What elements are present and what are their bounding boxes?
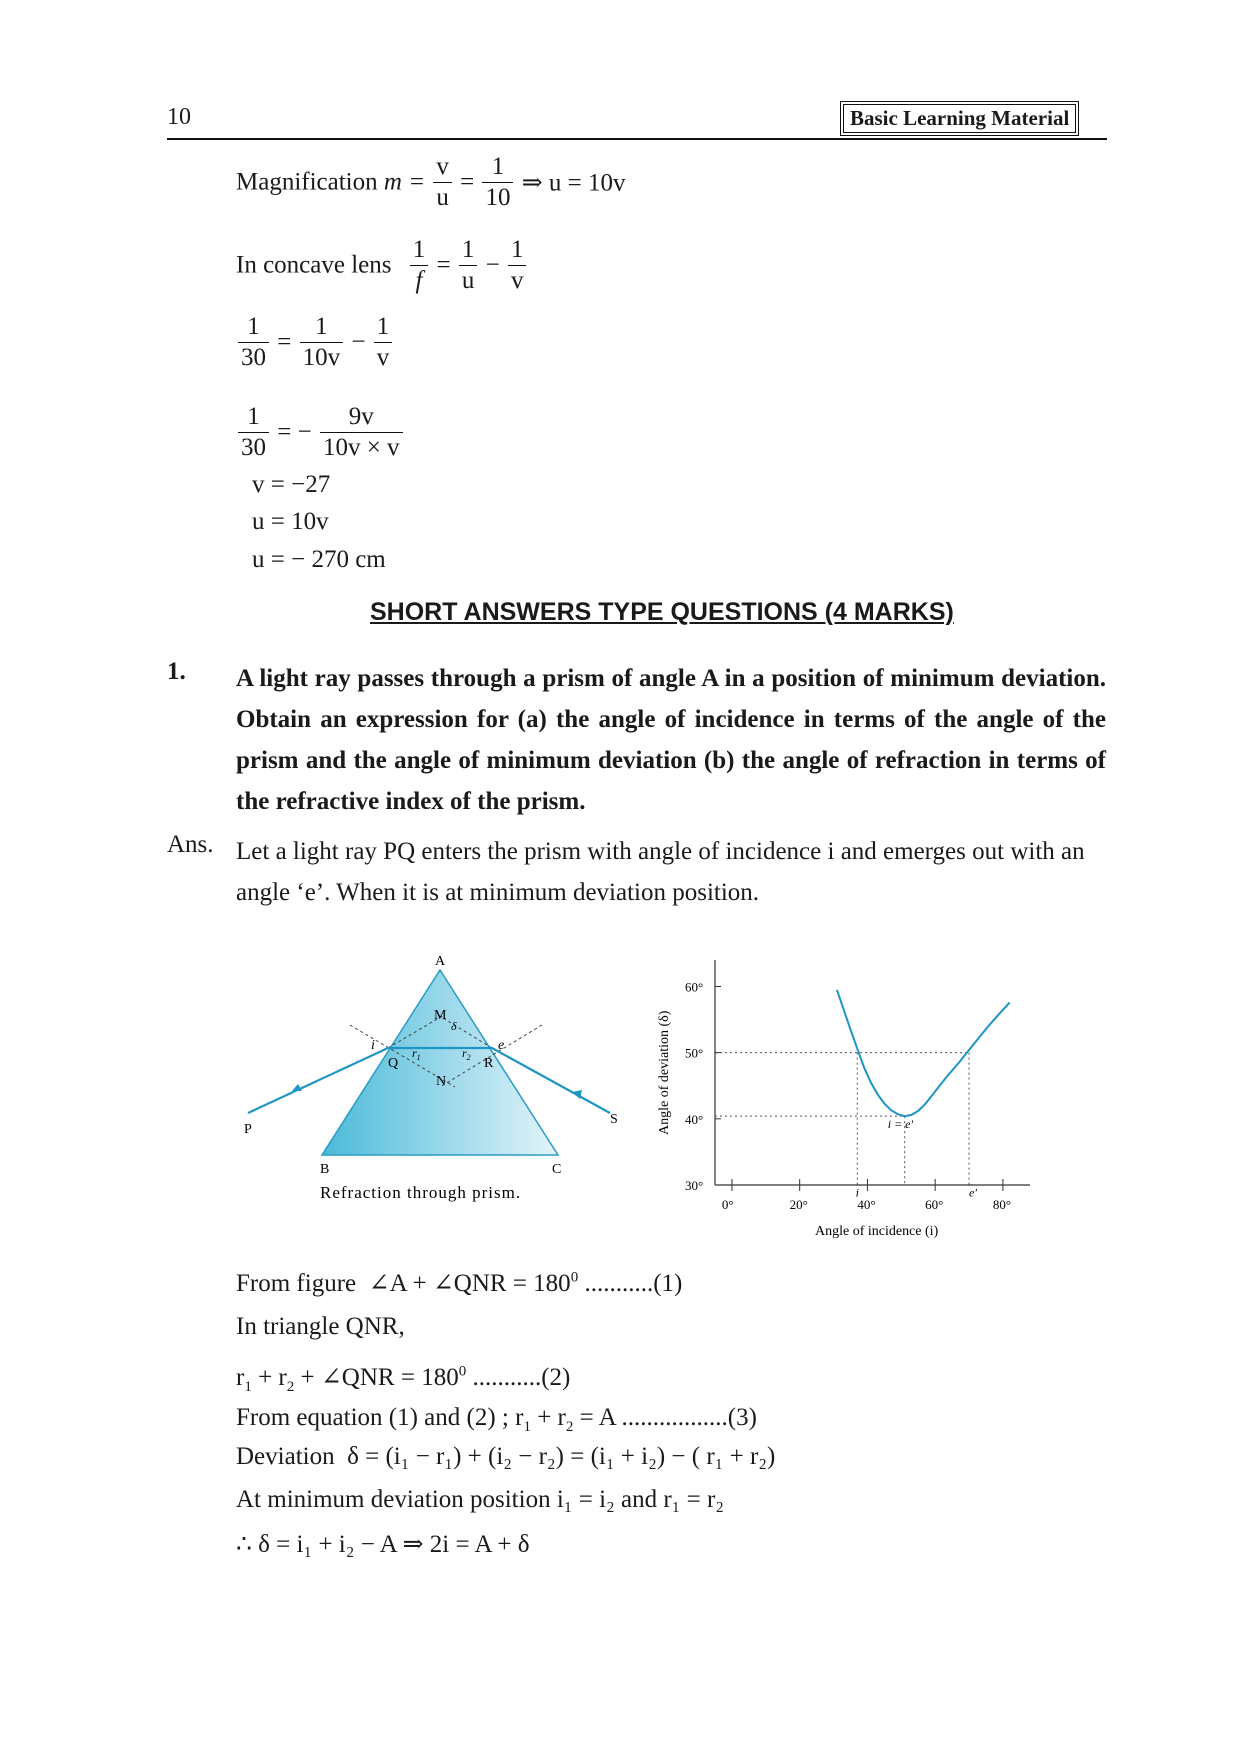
min-deviation-line: At minimum deviation position i₁ = i₂ and r₁ = r₂ [236, 1486, 725, 1513]
label-S: S [610, 1112, 618, 1127]
magnification-label: Magnification [236, 168, 378, 196]
x-ticks [722, 1179, 1011, 1212]
in-triangle-line: In triangle QNR, [236, 1313, 405, 1340]
label-R: R [484, 1056, 494, 1071]
label-P: P [244, 1122, 252, 1137]
section-heading: SHORT ANSWERS TYPE QUESTIONS (4 MARKS) [370, 598, 954, 626]
deviation-chart [650, 935, 1040, 1245]
chart-annotation: i = e′ [887, 1117, 914, 1132]
y-axis-label: Angle of deviation (δ) [657, 1010, 672, 1135]
label-Q: Q [388, 1056, 399, 1071]
x-tick-label: 20° [789, 1197, 808, 1212]
chart-annotation: e′ [969, 1185, 977, 1200]
y-tick-label: 50° [685, 1045, 704, 1061]
result-u: u = 10v [252, 508, 329, 535]
result-u2: u = − 270 cm [252, 546, 386, 573]
deviation-curve [837, 990, 1010, 1116]
answer-text: Let a light ray PQ enters the prism with angle of incidence i and emerges out with an angle ‘e’. When it is at minimum deviation position. [236, 838, 1085, 906]
label-delta: δ [451, 1019, 457, 1033]
label-M: M [434, 1008, 447, 1023]
equation-line-2: $\frac{1}{30}$ = − $\frac{9v}{10v \times v}$ [236, 402, 405, 463]
answer-label: Ans. [167, 831, 214, 858]
eq2-line: $r_1 + r_2$ + ∠QNR = $180^0$ ...........(2) [236, 1363, 571, 1395]
label-r1: $r_1$ [412, 1046, 421, 1062]
equation-line-1: $\frac{1}{30}$ = $\frac{1}{10v}$ − $\frac{1}{v}$ [236, 312, 394, 373]
fraction-v-over-u: $\frac{v}{u}$ [433, 152, 452, 213]
page-number: 10 [167, 104, 191, 130]
x-tick-label: 0° [721, 1197, 734, 1212]
book-title: Basic Learning Material [843, 104, 1076, 133]
x-tick-label: 40° [857, 1197, 876, 1212]
chart-annotation: i [855, 1185, 859, 1200]
prism-caption: Refraction through prism. [320, 1183, 522, 1202]
label-i: i [371, 1038, 375, 1053]
label-N: N [436, 1074, 447, 1089]
therefore-line: ∴ δ = i₁ + i₂ − A ⇒ 2i = A + δ [236, 1531, 530, 1558]
eq3-line: From equation (1) and (2) ; $r_1 + r_2 = A$ .................(3) [236, 1404, 757, 1435]
x-axis-label: Angle of incidence (i) [815, 1224, 939, 1239]
magnification-line: Magnification m = $\frac{v}{u}$ = $\frac{1}{10}$ ⇒ u = 10v [236, 153, 626, 211]
concave-label: In concave lens [236, 251, 392, 279]
fraction-1-over-10: $\frac{1}{10}$ [482, 152, 513, 213]
y-tick-label: 30° [685, 1178, 704, 1193]
label-r2: $r_2$ [462, 1046, 471, 1062]
reference-lines [715, 1053, 969, 1185]
y-tick-label: 40° [685, 1111, 704, 1127]
question-number: 1. [167, 658, 186, 685]
x-tick-label: 60° [925, 1197, 944, 1212]
label-e: e [498, 1038, 505, 1053]
question-text: A light ray passes through a prism of angle A in a position of minimum deviation. Obtain an expression for (a) the angle of incidence in terms of the angle of the prism and the angle of minimum deviation (b) the angle of refraction in terms of the refractive index of the prism. [236, 665, 1106, 815]
mag-result: ⇒ u = 10v [521, 169, 626, 197]
y-tick-label: 60° [685, 979, 704, 995]
label-B: B [320, 1162, 330, 1177]
eq1-line: From figure ∠A + ∠QNR = $180^0$ ...........(1) [236, 1269, 683, 1297]
deviation-line: Deviation δ = (i₁ − r₁) + (i₂ − r₂) = (i₁ + i₂) − ( r₁ + r₂) [236, 1443, 776, 1470]
result-v: v = −27 [252, 471, 331, 498]
label-A: A [435, 954, 446, 969]
label-C: C [552, 1162, 562, 1177]
chart-annotations [856, 1117, 978, 1199]
prism-figure [240, 945, 630, 1205]
concave-lens-line: In concave lens $\frac{1}{f}$ = $\frac{1}{u}$ − $\frac{1}{v}$ [236, 235, 528, 296]
header-rule [167, 138, 1107, 140]
x-tick-label: 80° [992, 1197, 1012, 1212]
mag-m: m = [383, 168, 426, 196]
